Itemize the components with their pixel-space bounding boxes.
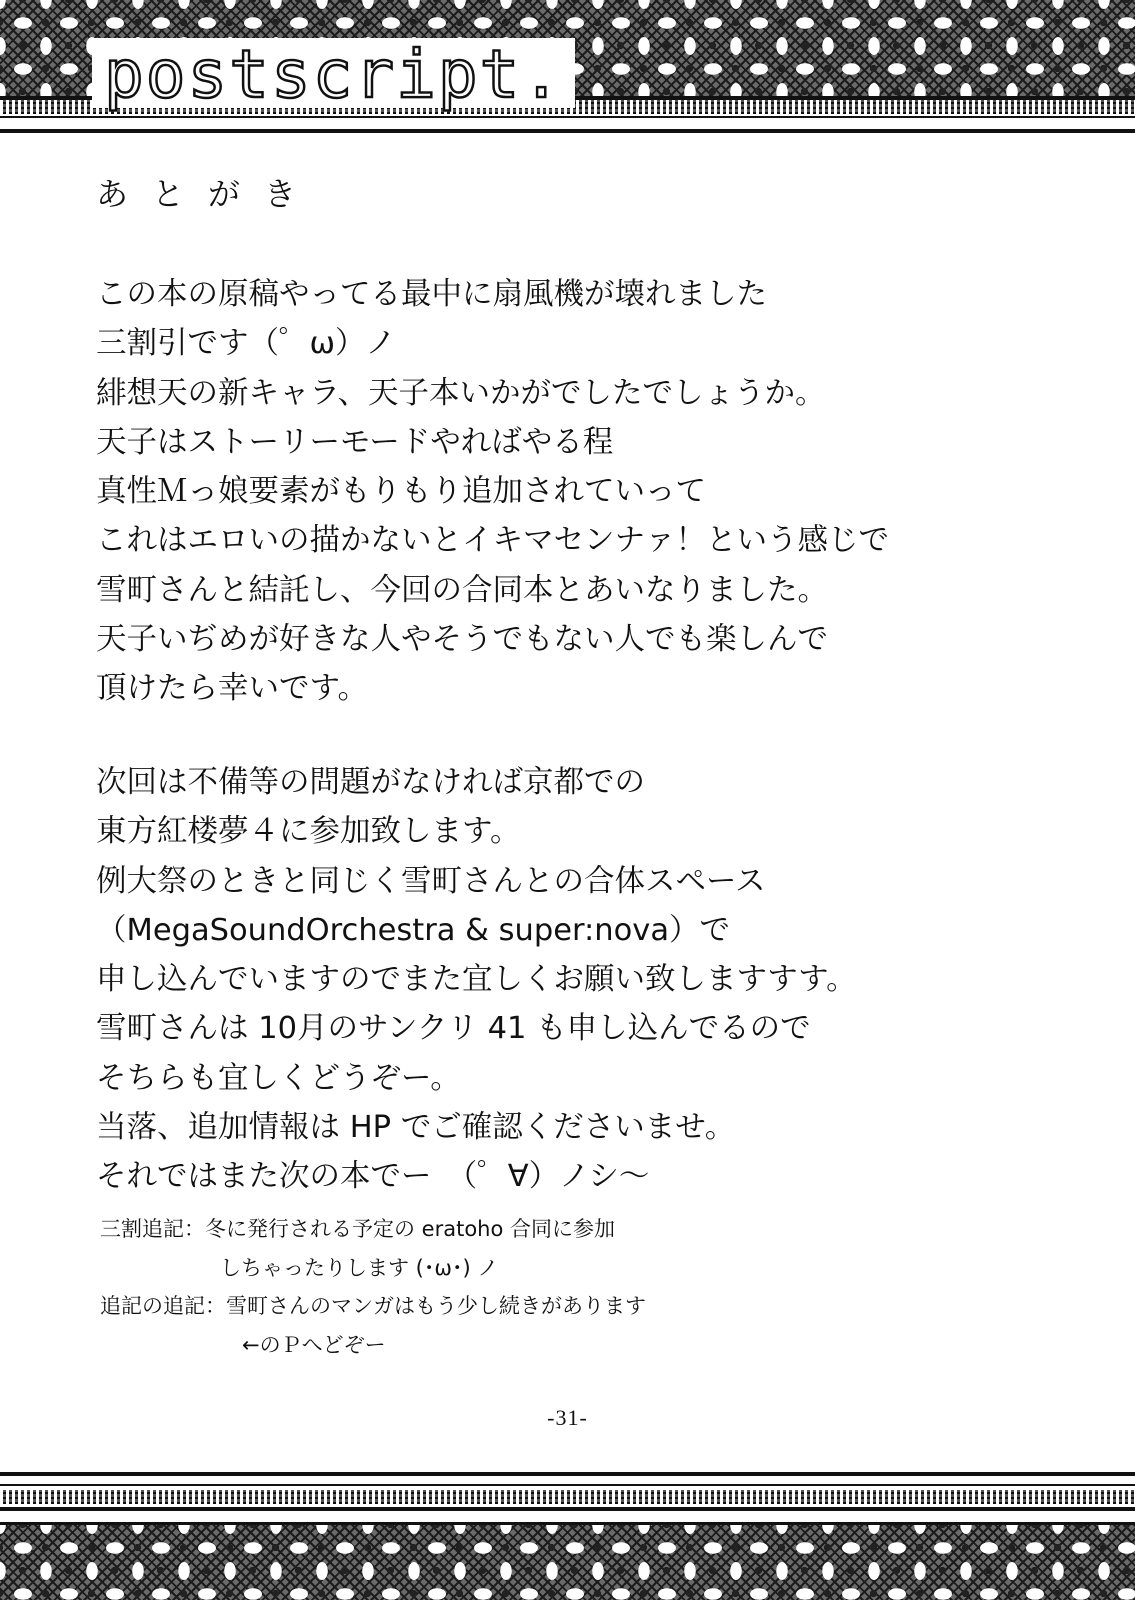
section-heading: あとがき: [96, 175, 321, 213]
text-line: 三割引です（゜ω）ノ: [96, 326, 397, 362]
page-title: postscript.: [104, 36, 564, 113]
text-line: （MegaSoundOrchestra & super:nova）で: [96, 912, 731, 948]
text-line: 天子いぢめが好きな人やそうでもない人でも楽しんで: [96, 622, 828, 658]
paragraph-afterword: [96, 270, 889, 714]
note-text: ←のＰへどぞー: [242, 1332, 386, 1357]
divider: [0, 1507, 1135, 1511]
divider: [0, 116, 1135, 118]
note-row: [100, 1326, 646, 1365]
text-line: そちらも宜しくどうぞー。: [96, 1060, 461, 1096]
text-line: この本の原稿やってる最中に扇風機が壊れました: [96, 277, 767, 312]
text-line: 雪町さんと結託し、今回の合同本とあいなりました。: [96, 572, 828, 608]
postscript-notes: [100, 1210, 646, 1364]
text-line: 真性Ｍっ娘要素がもりもり追加されていって: [96, 474, 706, 510]
text-line: 東方紅楼夢４に参加致します。: [96, 814, 521, 850]
title-banner: [92, 36, 575, 113]
text-line: 例大祭のときと同じく雪町さんとの合体スペース: [96, 863, 766, 899]
text-line: 天子はストーリーモードやればやる程: [96, 424, 614, 460]
note-label: 追記の追記：: [100, 1294, 226, 1318]
note-label: 三割追記：: [100, 1217, 205, 1241]
lace-border-bottom: [0, 1525, 1135, 1600]
note-row: [100, 1287, 646, 1326]
text-line: 雪町さんは 10月のサンクリ 41 も申し込んでるので: [96, 1011, 811, 1047]
divider: [0, 1484, 1135, 1486]
divider: [0, 1472, 1135, 1476]
divider: [0, 129, 1135, 133]
page-number: -31-: [547, 1405, 588, 1430]
text-line: これはエロいの描かないとイキマセンナァ！という感じで: [96, 523, 889, 559]
note-row: [100, 1249, 646, 1288]
lace-strip-bottom: [0, 1490, 1135, 1504]
text-line: 頂けたら幸いです。: [96, 671, 369, 707]
note-text: 雪町さんのマンガはもう少し続きがあります: [226, 1294, 646, 1318]
text-line: 次回は不備等の問題がなければ京都での: [96, 765, 645, 800]
note-indent: [100, 1326, 242, 1365]
note-indent: [100, 1249, 220, 1288]
note-text: 冬に発行される予定の eratoho 合同に参加: [205, 1217, 616, 1241]
text-line: 当落、追加情報は HP でご確認くださいませ。: [96, 1110, 736, 1146]
note-row: [100, 1210, 646, 1249]
paragraph-next-event: [96, 758, 857, 1202]
note-text: しちゃったりします (･ω･) ノ: [220, 1255, 499, 1280]
text-line: それではまた次の本でー （゜∀）ノシ～: [96, 1159, 650, 1195]
text-line: 申し込んでいますのでまた宜しくお願い致しますすす。: [96, 962, 857, 998]
text-line: 緋想天の新キャラ、天子本いかがでしたでしょうか。: [96, 375, 826, 411]
